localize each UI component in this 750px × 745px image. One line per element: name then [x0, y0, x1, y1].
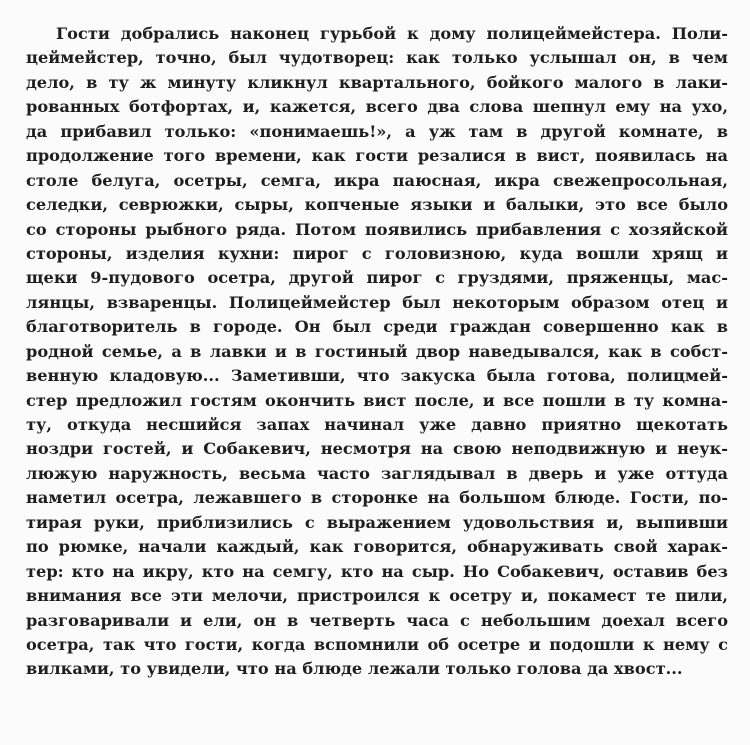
text-line: внимания все эти мелочи, пристроился к осетру и, покамест те пили,: [26, 586, 728, 606]
text-line: ноздри гостей, и Собакевич, несмотря на свою неподвижную и неук-: [26, 439, 728, 459]
text-line: стер предложил гостям окончить вист после, и все пошли в ту комна-: [26, 390, 728, 410]
text-line: наметил осетра, лежавшего в сторонке на большом блюде. Гости, по-: [26, 488, 728, 508]
text-line: щеки 9-пудового осетра, другой пирог с груздями, пряженцы, мас-: [26, 268, 728, 288]
text-line: рованных ботфортах, и, кажется, всего два слова шепнул ему на ухо,: [26, 97, 728, 117]
text-line: венную кладовую... Заметивши, что закуска была готова, полицмей-: [26, 366, 728, 386]
text-line: столе белуга, осетры, семга, икра паюсная, икра свежепросольная,: [26, 170, 728, 190]
text-line: со стороны рыбного ряда. Потом появились прибавления с хозяйской: [26, 219, 728, 239]
text-line: стороны, изделия кухни: пирог с головизною, куда вошли хрящ и: [26, 243, 728, 263]
text-line: разговаривали и ели, он в четверть часа с небольшим доехал всего: [26, 610, 728, 630]
text-line: да прибавил только: «понимаешь!», а уж там в другой комнате, в: [26, 121, 728, 141]
text-line: люжую наружность, весьма часто заглядывал в дверь и уже оттуда: [26, 463, 728, 483]
text-paragraph: [26, 22, 728, 682]
text-line: осетра, так что гости, когда вспомнили об осетре и подошли к нему с: [26, 634, 728, 654]
text-line: Гости добрались наконец гурьбой к дому полицеймейстера. Поли-: [56, 24, 728, 43]
text-line: тер: кто на икру, кто на семгу, кто на сыр. Но Собакевич, оставив без: [26, 561, 728, 581]
text-line: родной семье, а в лавки и в гостиный двор наведывался, как в собст-: [26, 341, 728, 361]
text-line: благотворитель в городе. Он был среди граждан совершенно как в: [26, 317, 728, 337]
text-line: по рюмке, начали каждый, как говорится, обнаруживать свой харак-: [26, 537, 728, 557]
text-line: цеймейстер, точно, был чудотворец: как только услышал он, в чем: [26, 48, 728, 68]
text-line: селедки, севрюжки, сыры, копченые языки и балыки, это все было: [26, 195, 728, 215]
text-line: дело, в ту ж минуту кликнул квартального, бойкого малого в лаки-: [26, 72, 728, 92]
text-line: лянцы, взваренцы. Полицеймейстер был некоторым образом отец и: [26, 292, 728, 312]
text-line: тирая руки, приблизились с выражением удовольствия и, выпивши: [26, 512, 728, 532]
text-line: вилками, то увидели, что на блюде лежали только голова да хвост...: [26, 659, 683, 679]
text-line: продолжение того времени, как гости резалися в вист, появилась на: [26, 146, 728, 166]
text-line: ту, откуда несшийся запах начинал уже давно приятно щекотать: [26, 415, 728, 434]
